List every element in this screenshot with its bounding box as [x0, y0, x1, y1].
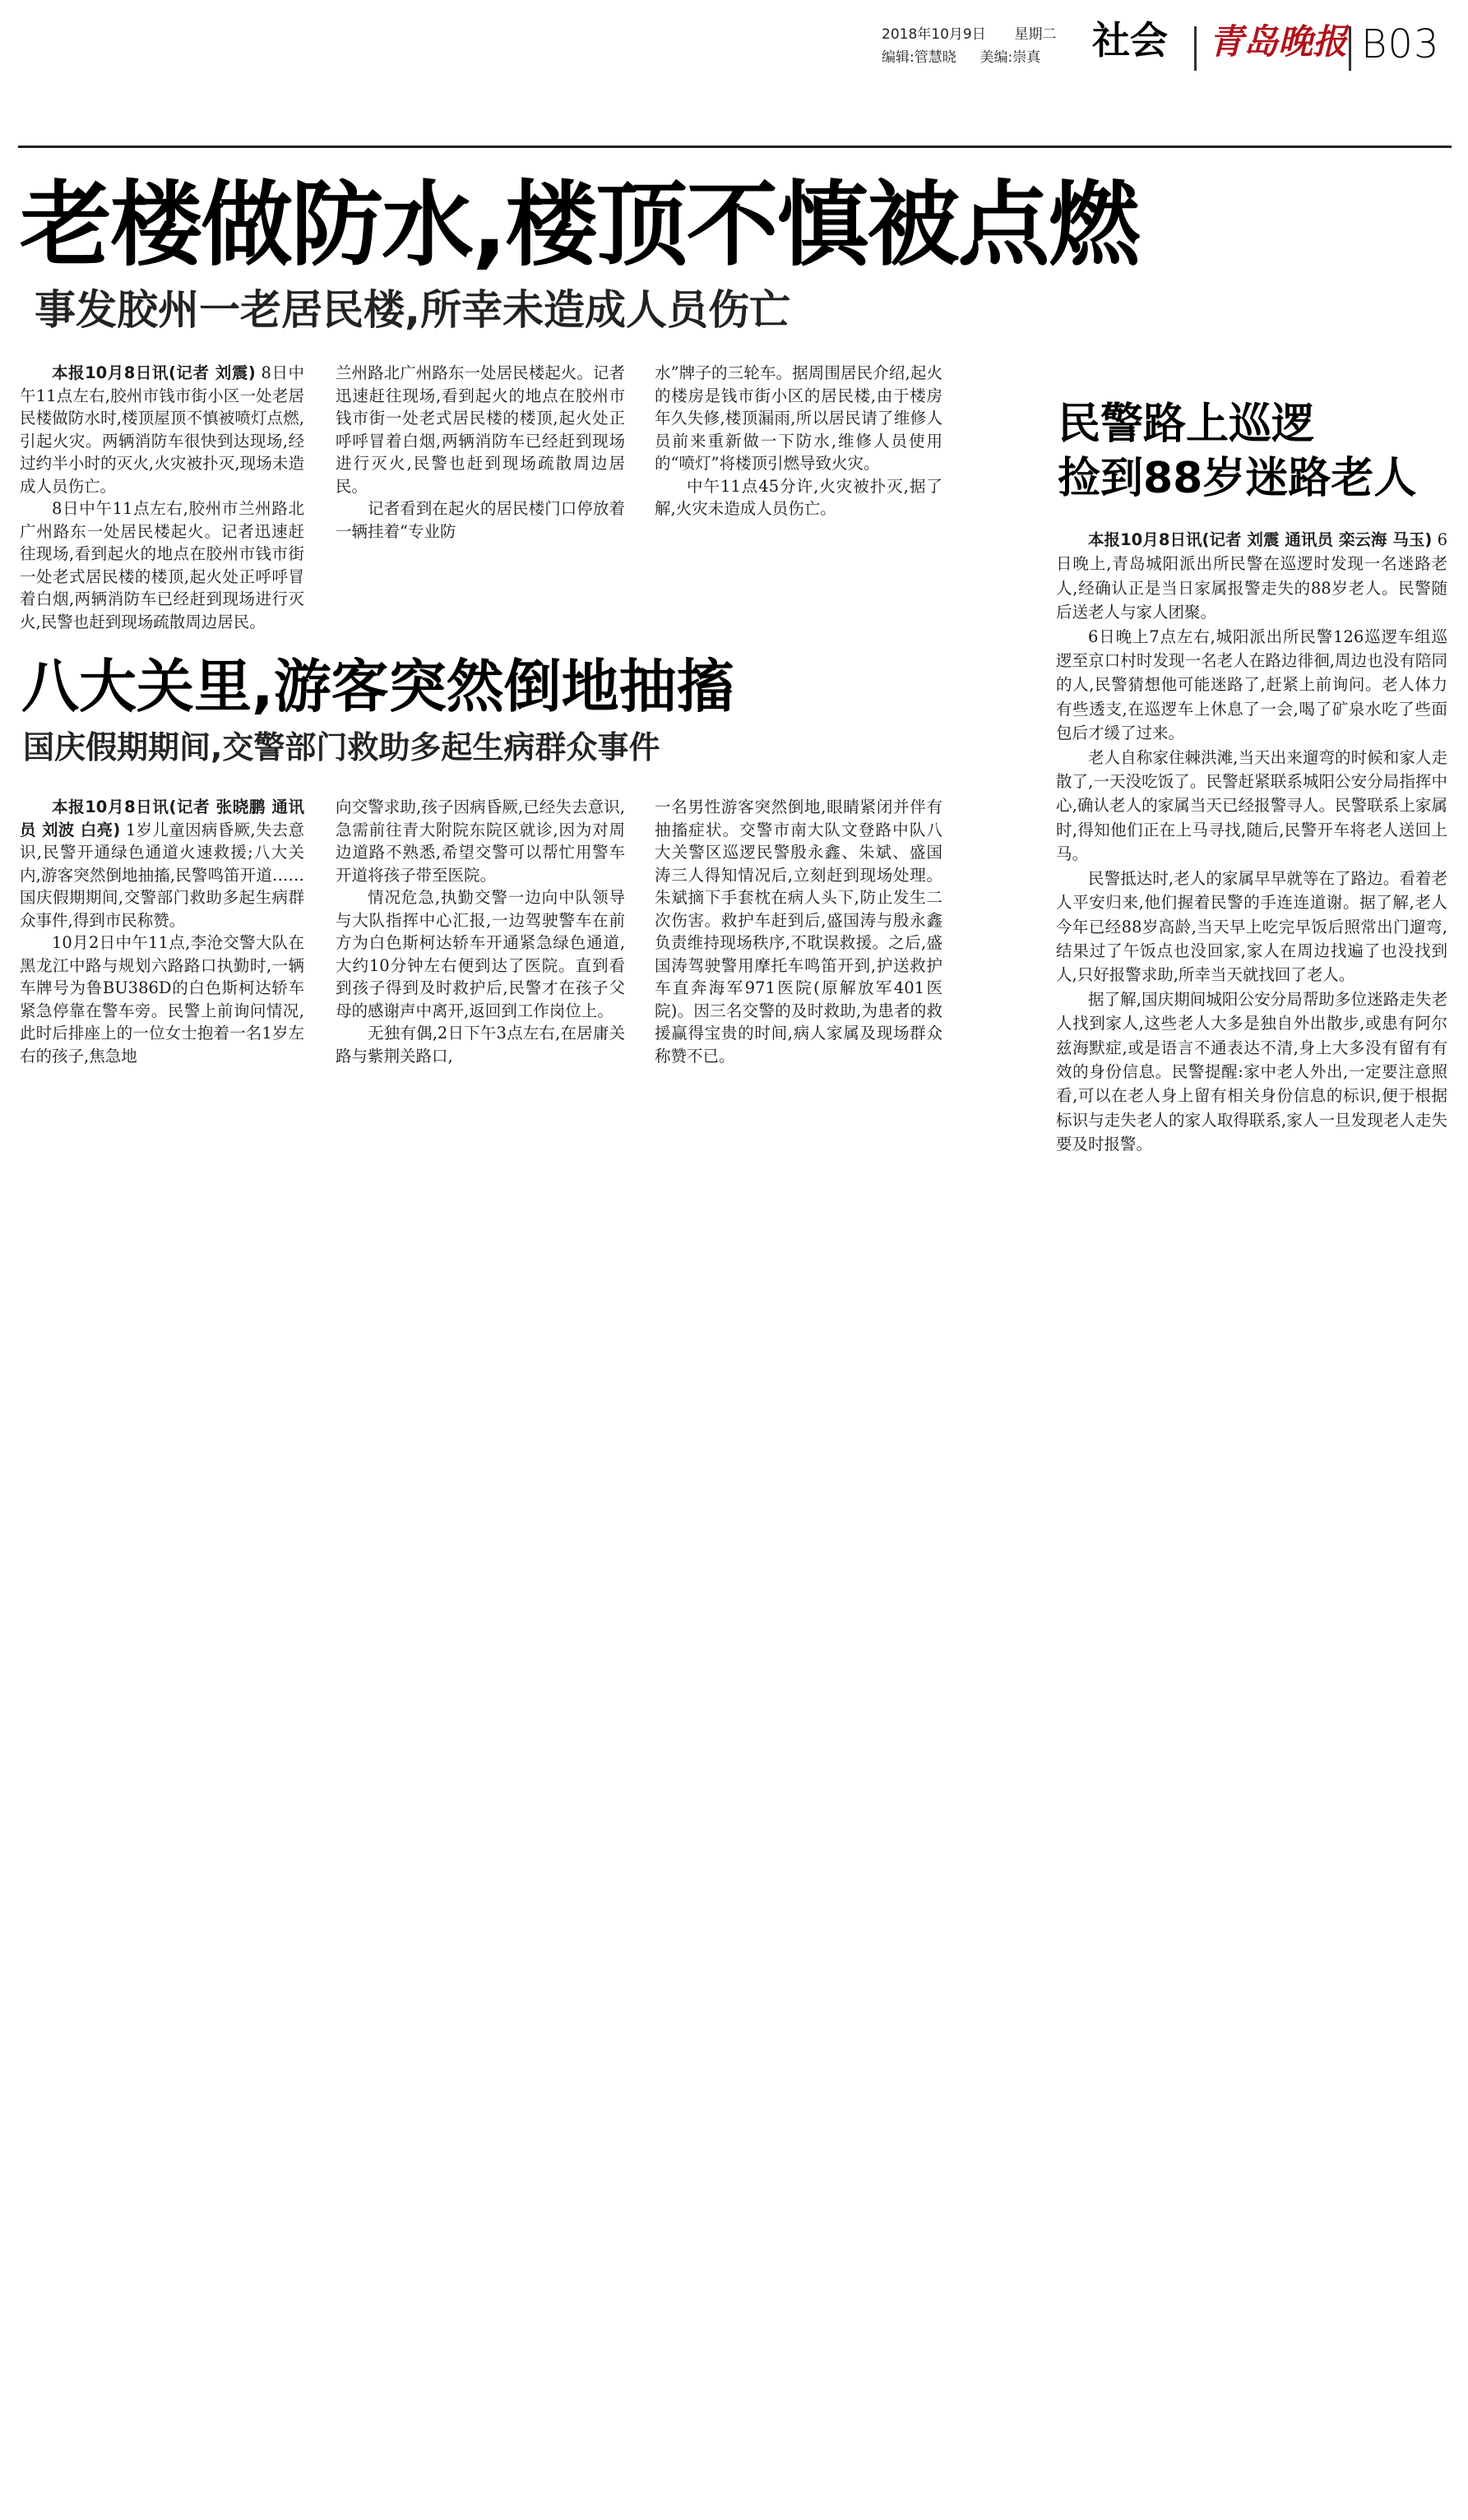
paper-logo: 青岛晚报 [1209, 21, 1348, 62]
story1-subhead: 事发胶州一老居民楼,所幸未造成人员伤亡 [35, 286, 790, 334]
story2-dateline: 本报10月8日讯(记者 张晓鹏 通讯员 刘波 白亮) [20, 798, 304, 839]
story2-headline: 八大关里,游客突然倒地抽搐 [21, 653, 734, 720]
story2-paragraph: 一名男性游客突然倒地,眼睛紧闭并伴有抽搐症状。交警市南大队文登路中队八大关警区巡逻民警殷永鑫、朱斌、盛国涛三人得知情况后,立刻赶到现场处理。朱斌摘下手套枕在病人头下,防止发生二次伤害。救护车赶到后,盛国涛与殷永鑫负责维持现场秩序,不耽误救援。之后,盛国涛驾驶警用摩托车鸣笛开到,护送救护车直奔海军971医院(原解放军401医院)。因三名交警的及时救助,为患者的救援赢得宝贵的时间,病人家属及现场群众称赞不已。 [655, 798, 942, 1066]
story3-paragraph: 老人自称家住棘洪滩,当天出来遛弯的时候和家人走散了,一天没吃饭了。民警赶紧联系城阳公安分局指挥中心,确认老人的家属当天已经报警寻人。民警联系上家属时,得知他们正在上马寻找,随后,民警开车将老人送回上马。 [1056, 747, 1447, 864]
story2-paragraph: 10月2日中午11点,李沧交警大队在黑龙江中路与规划六路路口执勤时,一辆车牌号为鲁BU386D的白色斯柯达轿车紧急停靠在警车旁。民警上前询问情况,此时后排座上的一位女士抱着一名1岁左右的孩子,焦急地 [20, 933, 304, 1066]
header-rule [18, 146, 1452, 148]
date-text: 2018年10月9日 [882, 26, 986, 43]
story2-paragraph: 向交警求助,孩子因病昏厥,已经失去意识,急需前往青大附院东院区就诊,因为对周边道路不熟悉,希望交警可以帮忙用警车开道将孩子带至医院。 [336, 798, 625, 885]
story2-paragraph: 情况危急,执勤交警一边向中队领导与大队指挥中心汇报,一边驾驶警车在前方为白色斯柯达轿车开通紧急绿色通道,大约10分钟左右便到达了医院。直到看到孩子得到及时救护后,民警才在孩子父母的感谢声中离开,返回到工作岗位上。 [336, 888, 625, 1020]
story3-column [1056, 528, 1447, 1157]
story1-paragraph: 兰州路北广州路东一处居民楼起火。记者迅速赶往现场,看到起火的地点在胶州市钱市街一处老式居民楼的楼顶,起火处正呼呼冒着白烟,两辆消防车已经赶到现场进行灭火,民警也赶到现场疏散周边居民。 [336, 363, 625, 496]
story1-headline: 老楼做防水,楼顶不慎被点燃 [20, 172, 1139, 279]
story1-column-3 [655, 362, 942, 520]
story1-paragraph: 中午11点45分许,火灾被扑灭,据了解,火灾未造成人员伤亡。 [655, 476, 942, 518]
story3-paragraph: 据了解,国庆期间城阳公安分局帮助多位迷路走失老人找到家人,这些老人大多是独自外出散步,或患有阿尔兹海默症,或是语言不通表达不清,身上大多没有留有有效的身份信息。民警提醒:家中老人外出,一定要注意照看,可以在老人身上留有相关身份信息的标识,便于根据标识与走失老人的家人取得联系,家人一旦发现老人走失要及时报警。 [1056, 989, 1447, 1154]
editor-credits [882, 48, 1040, 67]
story1-column-2 [336, 362, 625, 543]
story3-paragraph: 6日晚上,青岛城阳派出所民警在巡逻时发现一名迷路老人,经确认正是当日家属报警走失的88岁老人。民警随后送老人与家人团聚。 [1056, 530, 1447, 622]
story2-subhead: 国庆假期期间,交警部门救助多起生病群众事件 [23, 729, 660, 765]
story2-column-2 [336, 796, 625, 1067]
issue-date [882, 25, 1057, 44]
story2-paragraph: 无独有偶,2日下午3点左右,在居庸关路与紫荆关路口, [336, 1024, 625, 1066]
story1-column-1 [20, 362, 304, 631]
story3-dateline: 本报10月8日讯(记者 刘震 通讯员 栾云海 马玉) [1088, 530, 1433, 549]
story2-column-1 [20, 796, 304, 1067]
story3-paragraph: 6日晚上7点左右,城阳派出所民警126巡逻车组巡逻至京口村时发现一名老人在路边徘徊,周边也没有陪同的人,民警猜想他可能迷路了,赶紧上前询问。老人体力有些透支,在巡逻车上休息了一会,喝了矿泉水吃了些面包后才缓了过来。 [1056, 627, 1447, 743]
story3-headline-line2: 捡到88岁迷路老人 [1058, 454, 1417, 503]
story3-paragraph: 民警抵达时,老人的家属早早就等在了路边。看着老人平安归来,他们握着民警的手连连道谢。据了解,老人今年已经88岁高龄,当天早上吃完早饭后照常出门遛弯,结果过了午饭点也没回家,家人在周边找遍了也没找到人,只好报警求助,所幸当天就找回了老人。 [1056, 868, 1447, 985]
section-name: 社会 [1092, 18, 1168, 62]
story2-paragraph: 1岁儿童因病昏厥,失去意识,民警开通绿色通道火速救援;八大关内,游客突然倒地抽搐,民警鸣笛开道……国庆假期期间,交警部门救助多起生病群众事件,得到市民称赞。 [20, 820, 304, 930]
story1-paragraph: 水”牌子的三轮车。据周围居民介绍,起火的楼房是钱市街小区的居民楼,由于楼房年久失修,楼顶漏雨,所以居民请了维修人员前来重新做一下防水,维修人员使用的“喷灯”将楼顶引燃导致火灾。 [655, 363, 942, 473]
story2-column-3 [655, 796, 942, 1067]
story1-paragraph: 记者看到在起火的居民楼门口停放着一辆挂着“专业防 [336, 499, 625, 541]
header-divider-2 [1349, 26, 1351, 71]
page-number: B03 [1361, 21, 1440, 67]
story1-dateline: 本报10月8日讯(记者 刘震) [52, 363, 256, 382]
designer-text: 美编:崇真 [979, 49, 1041, 66]
weekday-text: 星期二 [1014, 26, 1057, 43]
story1-paragraph: 8日中午11点左右,胶州市兰州路北广州路东一处居民楼起火。记者迅速赶往现场,看到起火的地点在胶州市钱市街一处老式居民楼的楼顶,起火处正呼呼冒着白烟,两辆消防车已经赶到现场进行灭火,民警也赶到现场疏散周边居民。 [20, 499, 304, 631]
editor-text: 编辑:管慧晓 [882, 49, 956, 66]
story3-headline-line1: 民警路上巡逻 [1058, 400, 1315, 449]
header-divider [1194, 26, 1197, 71]
story1-paragraph: 8日中午11点左右,胶州市钱市街小区一处老居民楼做防水时,楼顶屋顶不慎被喷灯点燃,引起火灾。两辆消防车很快到达现场,经过约半小时的灭火,火灾被扑灭,现场未造成人员伤亡。 [20, 363, 304, 496]
